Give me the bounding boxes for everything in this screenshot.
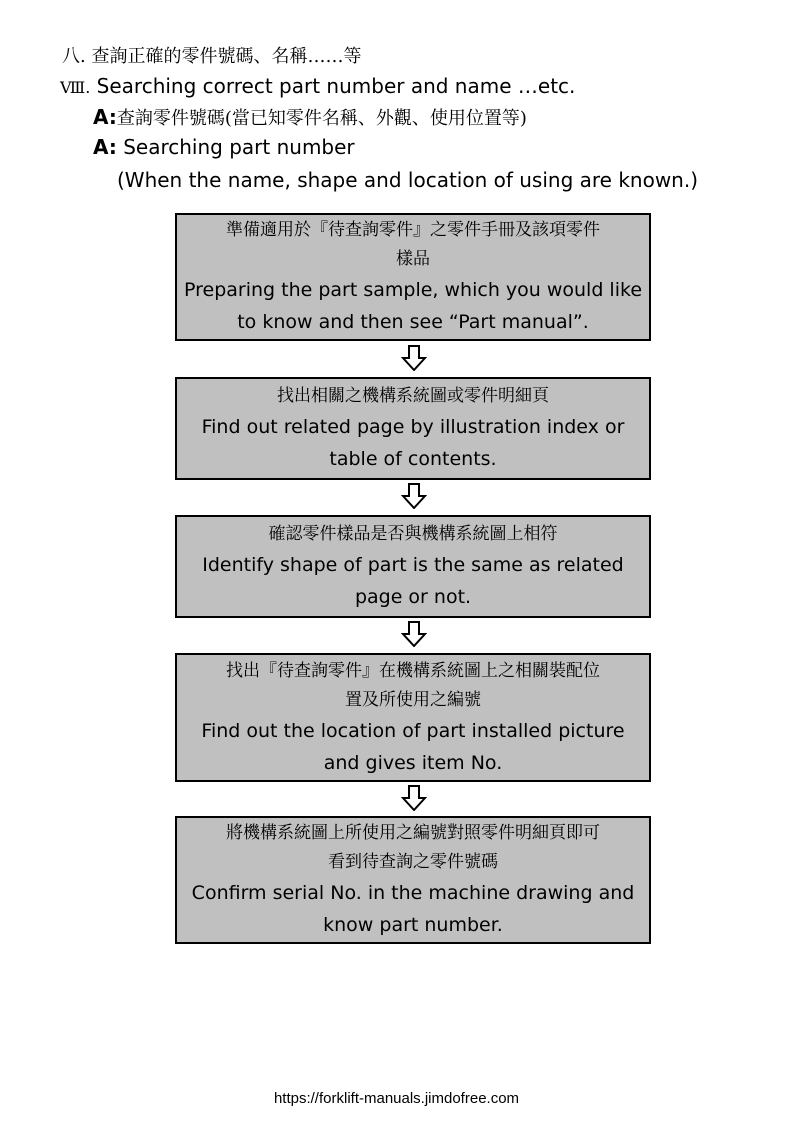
flow-step-4-zh-line-1: 找出『待查詢零件』在機構系統圖上之相關裝配位 [226, 660, 600, 681]
down-arrow-icon [401, 621, 427, 647]
flow-step-2-zh-line-1: 找出相關之機構系統圖或零件明細頁 [277, 386, 549, 406]
heading-zh: 八. 查詢正確的零件號碼、名稱……等 [62, 46, 362, 67]
down-arrow-icon [401, 785, 427, 811]
subheading-en-note: (When the name, shape and location of using are known.) [117, 168, 699, 192]
subheading-en-label: A: [93, 135, 117, 159]
flow-step-1 [175, 213, 651, 341]
flow-step-5-en-line-2: know part number. [323, 914, 503, 936]
subheading-zh [93, 104, 527, 130]
flow-step-3-en-line-2: page or not. [354, 586, 472, 608]
subheading-zh-label: A: [93, 105, 117, 129]
flow-step-3-en-line-1: Identify shape of part is the same as related [202, 554, 624, 576]
flow-step-1-en-line-1: Preparing the part sample, which you would like [183, 279, 643, 301]
heading-en-text: Searching correct part number and name …etc. [96, 74, 576, 98]
heading-en-numeral: Ⅷ. [60, 78, 91, 97]
flow-step-5 [175, 816, 651, 944]
flow-step-5-zh-line-2: 看到待查詢之零件號碼 [328, 852, 498, 872]
flow-step-3 [175, 515, 651, 618]
flow-step-1-en-line-2: to know and then see “Part manual”. [237, 311, 589, 333]
flow-step-3-zh-line-1: 確認零件樣品是否與機構系統圖上相符 [268, 524, 558, 544]
subheading-en [93, 135, 355, 159]
flow-step-4 [175, 653, 651, 782]
heading-en [60, 74, 575, 98]
flow-step-1-zh-line-1: 準備適用於『待查詢零件』之零件手冊及該項零件 [226, 220, 600, 240]
footer-url: https://forklift-manuals.jimdofree.com [273, 1090, 520, 1107]
flow-step-2-en-line-1: Find out related page by illustration index or [201, 416, 625, 438]
flow-step-2-en-line-2: table of contents. [329, 448, 497, 470]
flow-step-4-en-line-1: Find out the location of part installed picture [201, 719, 625, 742]
subheading-en-text: Searching part number [123, 135, 355, 159]
down-arrow-icon [401, 483, 427, 509]
flow-step-4-en-line-2: and gives item No. [323, 751, 503, 774]
flow-step-2 [175, 377, 651, 480]
down-arrow-icon [401, 345, 427, 371]
flow-step-4-zh-line-2: 置及所使用之編號 [345, 689, 481, 710]
flow-step-5-zh-line-1: 將機構系統圖上所使用之編號對照零件明細頁即可 [226, 823, 600, 843]
subheading-zh-text: 查詢零件號碼(當已知零件名稱、外觀、使用位置等) [116, 108, 527, 129]
flow-step-5-en-line-1: Confirm serial No. in the machine drawing and [191, 882, 635, 904]
flow-step-1-zh-line-2: 樣品 [396, 249, 430, 269]
